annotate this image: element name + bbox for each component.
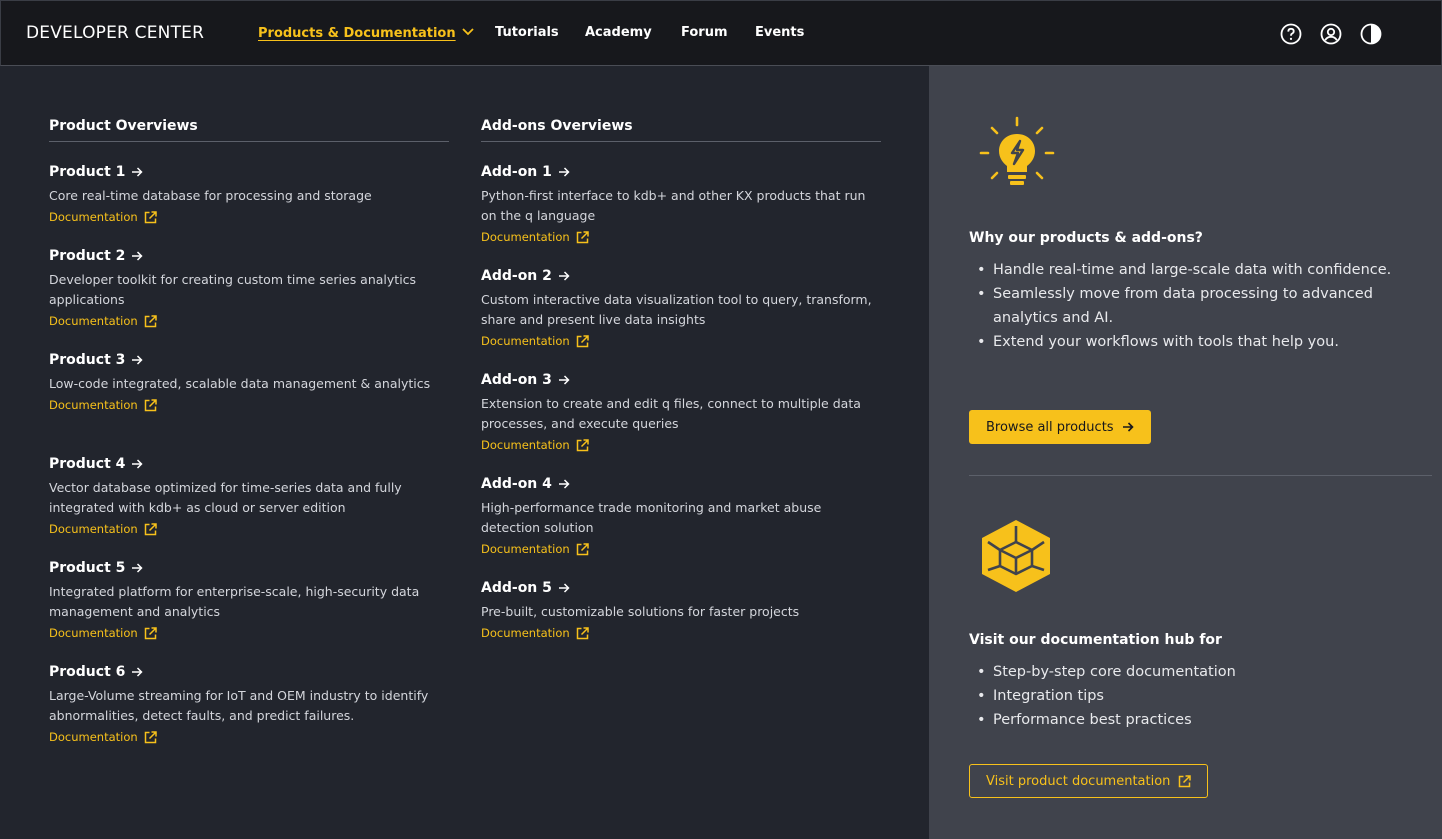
addon-description: Pre-built, customizable solutions for faster projects <box>481 604 800 619</box>
addon-description: Python-first interface to kdb+ and other KX products that run on the q language <box>481 188 866 223</box>
arrow-right-icon <box>131 562 143 574</box>
product-description: Low-code integrated, scalable data management & analytics <box>49 376 431 391</box>
product-description: Developer toolkit for creating custom time series analytics applications <box>49 272 417 307</box>
list-item: • Integration tips <box>969 684 1409 708</box>
product-overviews-heading: Product Overviews <box>49 118 449 142</box>
product-name: Product 2 <box>49 248 126 264</box>
addon-title-link[interactable] <box>481 476 570 492</box>
nav-products-documentation[interactable] <box>258 25 474 41</box>
account-icon[interactable] <box>1320 23 1342 45</box>
documentation-link[interactable] <box>49 314 157 328</box>
addon-description: Custom interactive data visualization tool to query, transform, share and present live data insights <box>481 292 872 327</box>
documentation-link-label: Documentation <box>481 438 570 452</box>
product-description: Large-Volume streaming for IoT and OEM industry to identify abnormalities, detect faults, and predict failures. <box>49 688 429 723</box>
list-item: • Performance best practices <box>969 708 1409 732</box>
product-title-link[interactable] <box>49 664 143 680</box>
arrow-right-icon <box>131 250 143 262</box>
addon-description: High-performance trade monitoring and market abuse detection solution <box>481 500 822 535</box>
cube-icon <box>979 518 1053 598</box>
documentation-link-label: Documentation <box>481 334 570 348</box>
product-name: Product 1 <box>49 164 126 180</box>
documentation-link[interactable] <box>49 210 157 224</box>
documentation-link-label: Documentation <box>49 210 138 224</box>
product-description: Core real-time database for processing and storage <box>49 188 372 203</box>
external-link-icon <box>144 315 157 328</box>
addon-entry <box>481 473 881 557</box>
arrow-right-icon <box>131 458 143 470</box>
addons-overviews-heading: Add-ons Overviews <box>481 118 881 142</box>
external-link-icon <box>576 439 589 452</box>
external-link-icon <box>576 627 589 640</box>
documentation-link-label: Documentation <box>49 626 138 640</box>
product-entry <box>49 453 449 537</box>
arrow-right-icon <box>558 166 570 178</box>
addon-name: Add-on 3 <box>481 372 552 388</box>
arrow-right-icon <box>558 374 570 386</box>
docs-hub-heading: Visit our documentation hub for <box>969 632 1222 648</box>
product-description: Vector database optimized for time-series data and fully integrated with kdb+ as cloud or server edition <box>49 480 402 515</box>
external-link-icon <box>576 335 589 348</box>
product-entry <box>49 245 449 329</box>
addon-title-link[interactable] <box>481 268 570 284</box>
addon-name: Add-on 2 <box>481 268 552 284</box>
lightbulb-icon <box>979 116 1055 196</box>
arrow-right-icon <box>131 666 143 678</box>
external-link-icon <box>144 523 157 536</box>
addon-entry <box>481 577 881 641</box>
documentation-link-label: Documentation <box>481 230 570 244</box>
nav-tutorials[interactable]: Tutorials <box>495 25 559 40</box>
brand-logo[interactable]: DEVELOPER CENTER <box>26 23 205 43</box>
docs-bullet-list <box>969 660 1409 732</box>
external-link-icon <box>144 399 157 412</box>
nav-academy[interactable]: Academy <box>585 25 652 40</box>
addon-name: Add-on 5 <box>481 580 552 596</box>
nav-forum[interactable]: Forum <box>681 25 728 40</box>
promo-panel <box>929 66 1442 839</box>
addon-name: Add-on 4 <box>481 476 552 492</box>
product-name: Product 5 <box>49 560 126 576</box>
product-overviews-column <box>49 118 449 744</box>
documentation-link[interactable] <box>49 398 157 412</box>
arrow-right-icon <box>131 354 143 366</box>
documentation-link-label: Documentation <box>481 542 570 556</box>
nav-events[interactable]: Events <box>755 25 805 40</box>
addon-title-link[interactable] <box>481 164 570 180</box>
addon-name: Add-on 1 <box>481 164 552 180</box>
arrow-right-icon <box>558 582 570 594</box>
button-label: Browse all products <box>986 419 1114 435</box>
browse-all-products-button[interactable] <box>969 410 1151 444</box>
product-title-link[interactable] <box>49 164 143 180</box>
documentation-link-label: Documentation <box>49 522 138 536</box>
product-entry <box>49 349 449 413</box>
addons-overviews-column <box>481 118 881 640</box>
list-item: • Handle real-time and large-scale data with confidence. <box>969 258 1409 282</box>
product-title-link[interactable] <box>49 456 143 472</box>
help-icon[interactable] <box>1280 23 1302 45</box>
chevron-down-icon <box>462 25 474 40</box>
arrow-right-icon <box>558 270 570 282</box>
documentation-link[interactable] <box>49 626 157 640</box>
addon-entry <box>481 369 881 453</box>
documentation-link[interactable] <box>481 334 589 348</box>
list-item: • Step-by-step core documentation <box>969 660 1409 684</box>
arrow-right-icon <box>1122 421 1134 433</box>
documentation-link[interactable] <box>481 626 589 640</box>
top-navigation-bar <box>0 0 1442 66</box>
documentation-link[interactable] <box>481 230 589 244</box>
product-entry <box>49 661 449 745</box>
documentation-link[interactable] <box>49 730 157 744</box>
addon-entry <box>481 265 881 349</box>
list-item: • Seamlessly move from data processing to advanced analytics and AI. <box>969 282 1409 330</box>
list-item: • Extend your workflows with tools that help you. <box>969 330 1409 354</box>
why-heading: Why our products & add-ons? <box>969 230 1203 246</box>
nav-label: Products & Documentation <box>258 26 456 41</box>
panel-divider <box>969 475 1432 476</box>
product-title-link[interactable] <box>49 560 143 576</box>
documentation-link-label: Documentation <box>49 314 138 328</box>
addon-description: Extension to create and edit q files, connect to multiple data processes, and execute queries <box>481 396 861 431</box>
external-link-icon <box>144 731 157 744</box>
external-link-icon <box>144 211 157 224</box>
why-bullet-list <box>969 258 1409 354</box>
product-name: Product 3 <box>49 352 126 368</box>
documentation-link[interactable] <box>481 542 589 556</box>
addon-entry <box>481 161 881 245</box>
product-title-link[interactable] <box>49 352 143 368</box>
external-link-icon <box>144 627 157 640</box>
documentation-link-label: Documentation <box>481 626 570 640</box>
documentation-link[interactable] <box>49 522 157 536</box>
product-name: Product 6 <box>49 664 126 680</box>
external-link-icon <box>1178 775 1191 788</box>
documentation-link-label: Documentation <box>49 398 138 412</box>
visit-product-documentation-button[interactable] <box>969 764 1208 798</box>
theme-toggle-icon[interactable] <box>1360 23 1382 45</box>
product-title-link[interactable] <box>49 248 143 264</box>
product-entry <box>49 557 449 641</box>
documentation-link-label: Documentation <box>49 730 138 744</box>
external-link-icon <box>576 543 589 556</box>
addon-title-link[interactable] <box>481 372 570 388</box>
arrow-right-icon <box>131 166 143 178</box>
arrow-right-icon <box>558 478 570 490</box>
product-name: Product 4 <box>49 456 126 472</box>
product-entry <box>49 161 449 225</box>
external-link-icon <box>576 231 589 244</box>
button-label: Visit product documentation <box>986 773 1171 789</box>
product-description: Integrated platform for enterprise-scale, high-security data management and analytics <box>49 584 420 619</box>
addon-title-link[interactable] <box>481 580 570 596</box>
documentation-link[interactable] <box>481 438 589 452</box>
